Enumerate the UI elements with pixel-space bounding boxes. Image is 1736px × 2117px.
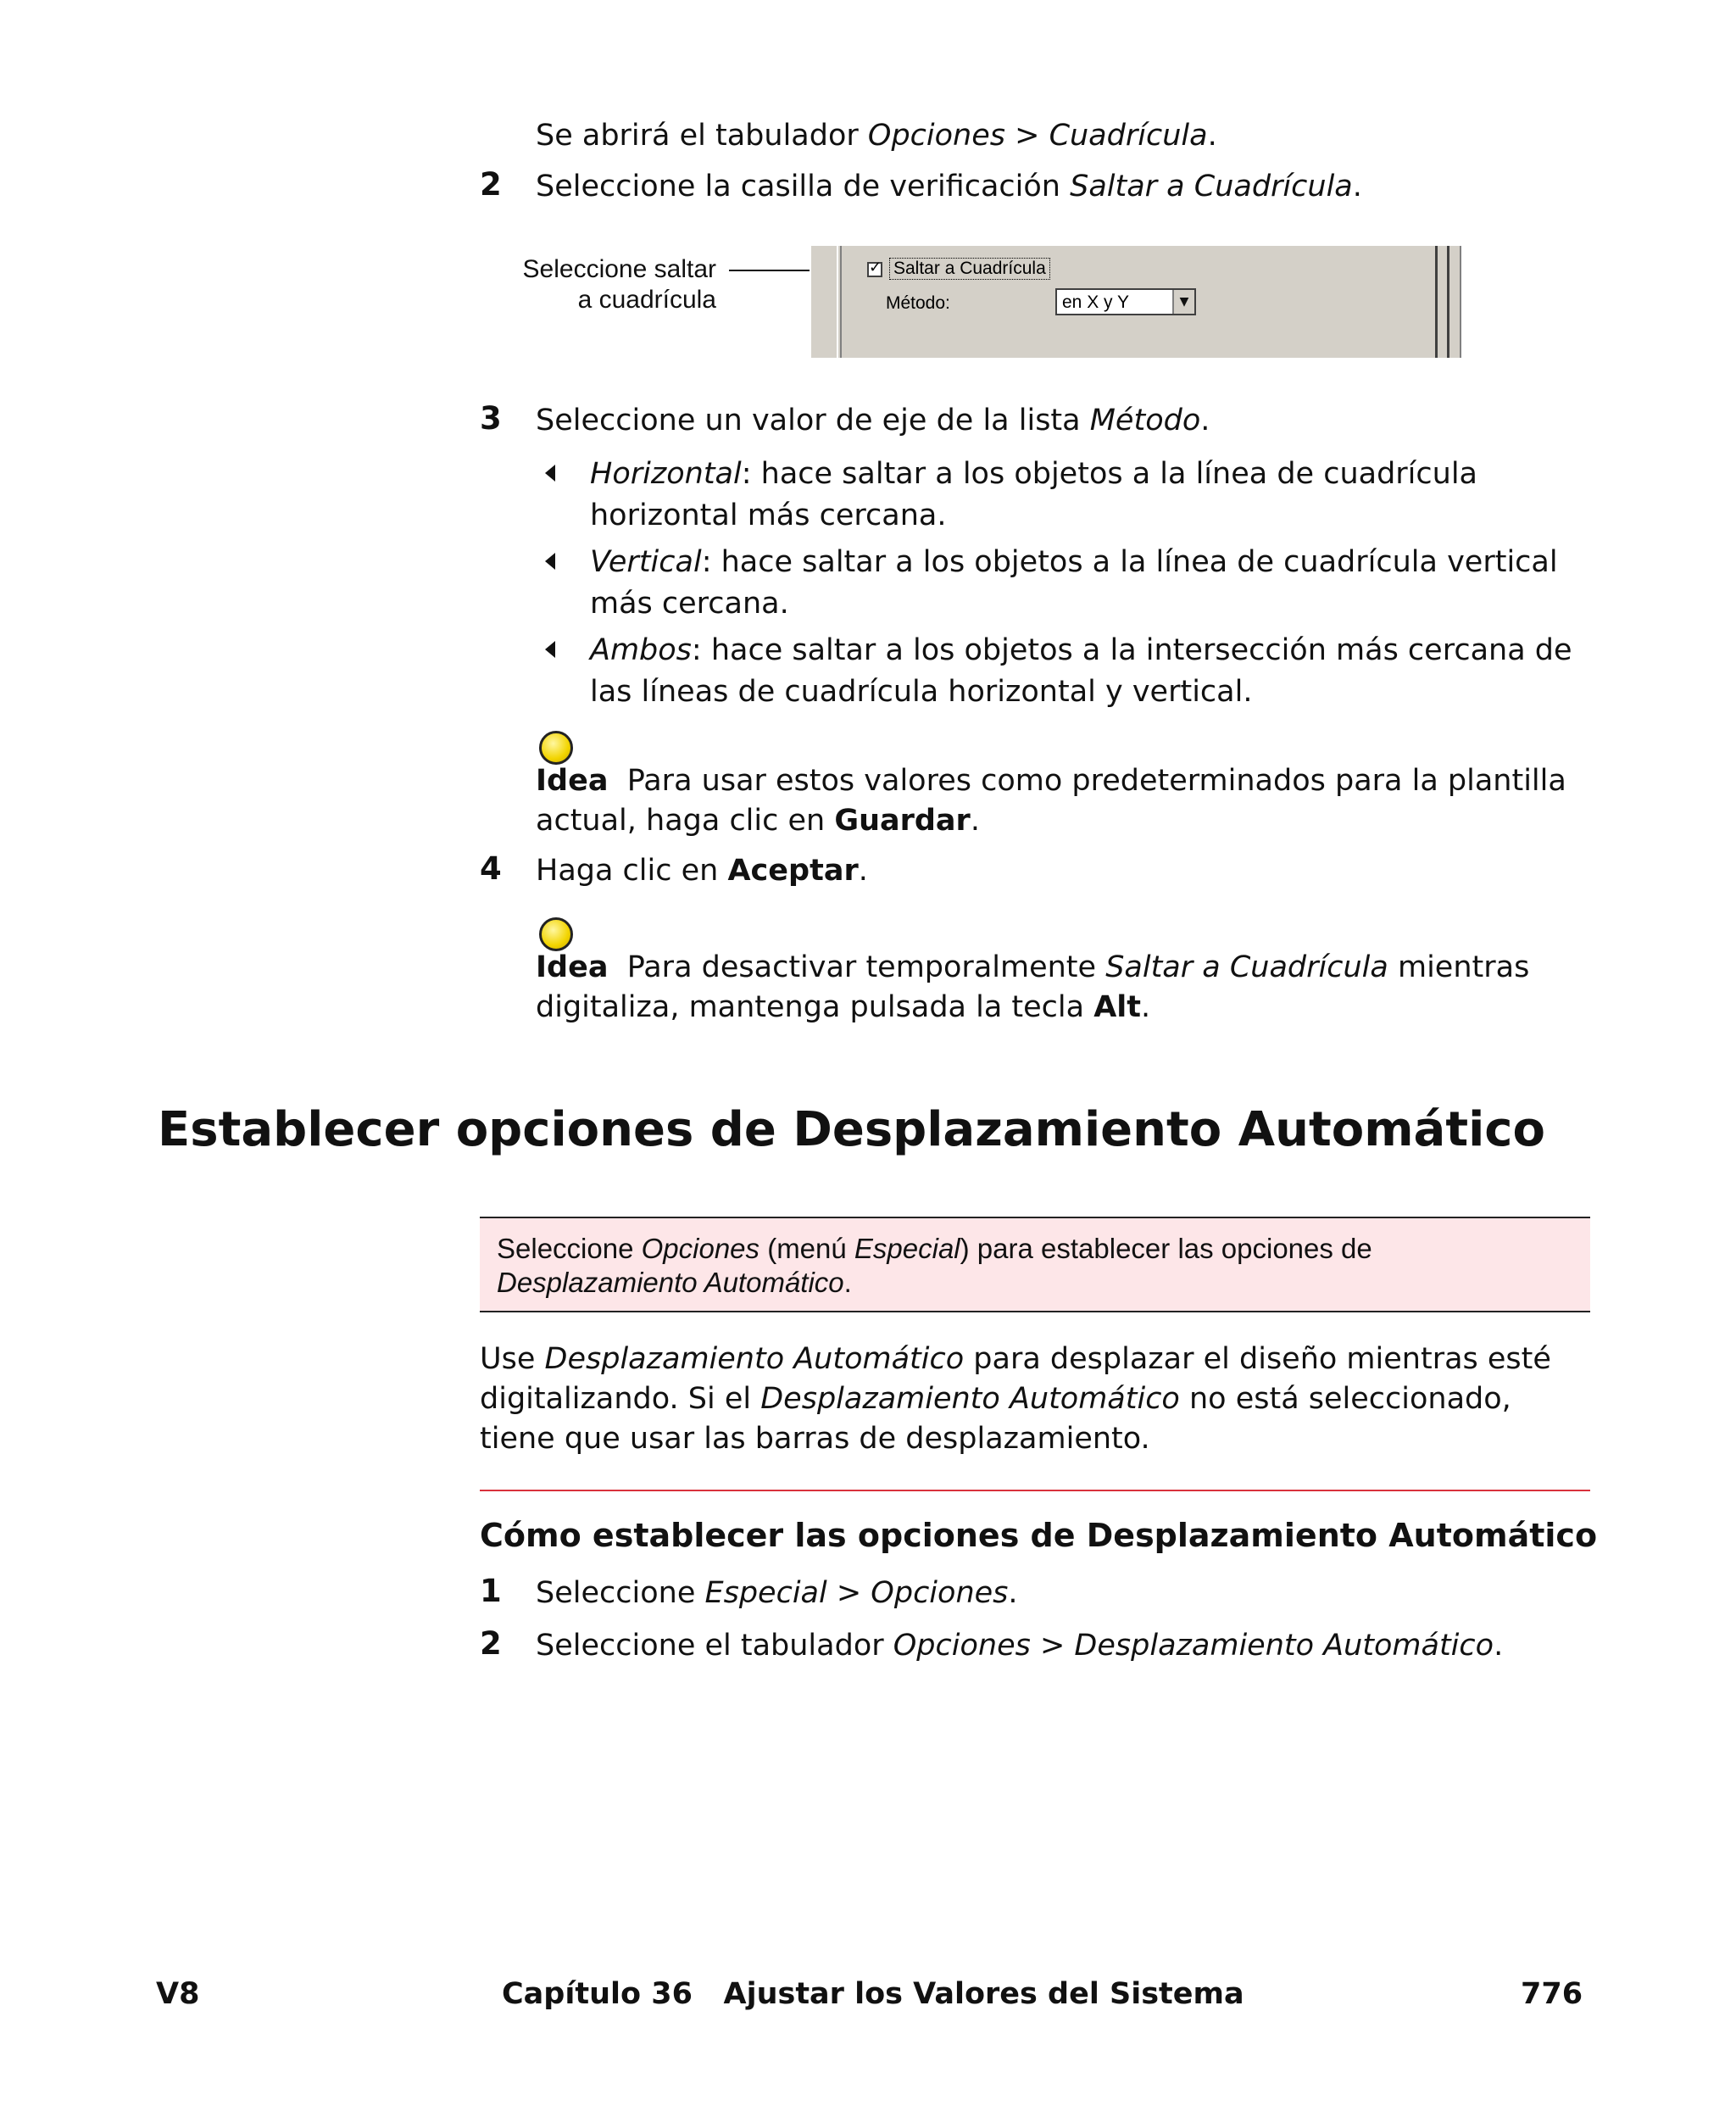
figure-callout: Seleccione saltar a cuadrícula <box>522 255 716 314</box>
dialog-screenshot <box>810 246 1461 358</box>
bullet-arrow-icon <box>545 465 555 482</box>
idea-tip: Idea Para usar estos valores como predeterminados para la plantilla <box>536 764 1566 798</box>
step-number: 2 <box>480 1625 502 1662</box>
idea-tip: Idea Para desactivar temporalmente Saltar a Cuadrícula mientras <box>536 950 1530 984</box>
note-line: Desplazamiento Automático. <box>497 1267 852 1298</box>
step-text: Seleccione un valor de eje de la lista Método. <box>536 404 1210 437</box>
step-text: Haga clic en Aceptar. <box>536 854 868 888</box>
list-item: Vertical: hace saltar a los objetos a la línea de cuadrícula vertical <box>590 545 1558 579</box>
step-text: Seleccione Especial > Opciones. <box>536 1576 1018 1610</box>
lightbulb-icon <box>539 731 573 765</box>
snap-to-grid-checkbox[interactable] <box>867 259 882 277</box>
step-text: Seleccione la casilla de verificación Saltar a Cuadrícula. <box>536 170 1362 203</box>
step-number: 2 <box>480 166 502 203</box>
bullet-arrow-icon <box>545 641 555 658</box>
footer-page-number: 776 <box>1521 1977 1583 2011</box>
footer-chapter: Capítulo 36 Ajustar los Valores del Sistema <box>502 1977 1244 2011</box>
dialog-edge <box>840 246 842 358</box>
section-divider <box>480 1490 1590 1491</box>
step-number: 3 <box>480 400 502 437</box>
method-select[interactable] <box>1055 288 1196 315</box>
menu-note-box <box>480 1217 1590 1312</box>
step-number: 4 <box>480 850 502 887</box>
bullet-arrow-icon <box>545 553 555 570</box>
list-item-continuation: las líneas de cuadrícula horizontal y vertical. <box>590 675 1253 709</box>
subsection-title: Cómo establecer las opciones de Desplazamiento Automático <box>480 1517 1598 1554</box>
method-label: Método: <box>886 293 950 313</box>
check-mark-icon: ✓ <box>869 259 882 276</box>
snap-to-grid-label: Saltar a Cuadrícula <box>889 258 1050 280</box>
body-line: Use Desplazamiento Automático para desplazar el diseño mientras esté <box>480 1342 1551 1376</box>
step-text: Seleccione el tabulador Opciones > Desplazamiento Automático. <box>536 1629 1504 1663</box>
idea-tip-continuation: actual, haga clic en Guardar. <box>536 804 980 838</box>
body-line: digitalizando. Si el Desplazamiento Automático no está seleccionado, <box>480 1382 1511 1416</box>
intro-line: Se abrirá el tabulador Opciones > Cuadrícula. <box>536 119 1217 153</box>
section-title: Establecer opciones de Desplazamiento Automático <box>158 1102 1545 1157</box>
list-item-continuation: más cercana. <box>590 587 789 621</box>
dialog-edge <box>837 246 838 358</box>
dialog-divider <box>1447 246 1449 358</box>
chevron-down-icon[interactable]: ▼ <box>1172 290 1194 314</box>
note-line: Seleccione Opciones (menú Especial) para establecer las opciones de <box>497 1233 1372 1264</box>
dialog-divider <box>1435 246 1438 358</box>
body-line: tiene que usar las barras de desplazamiento. <box>480 1422 1150 1456</box>
lightbulb-icon <box>539 917 573 951</box>
list-item: Horizontal: hace saltar a los objetos a la línea de cuadrícula <box>590 457 1478 491</box>
step-number: 1 <box>480 1573 502 1609</box>
footer-version: V8 <box>156 1977 200 2011</box>
idea-tip-continuation: digitaliza, mantenga pulsada la tecla Alt. <box>536 990 1151 1024</box>
list-item: Ambos: hace saltar a los objetos a la intersección más cercana de <box>590 633 1572 667</box>
method-select-value: en X y Y <box>1062 292 1129 312</box>
list-item-continuation: horizontal más cercana. <box>590 499 947 532</box>
